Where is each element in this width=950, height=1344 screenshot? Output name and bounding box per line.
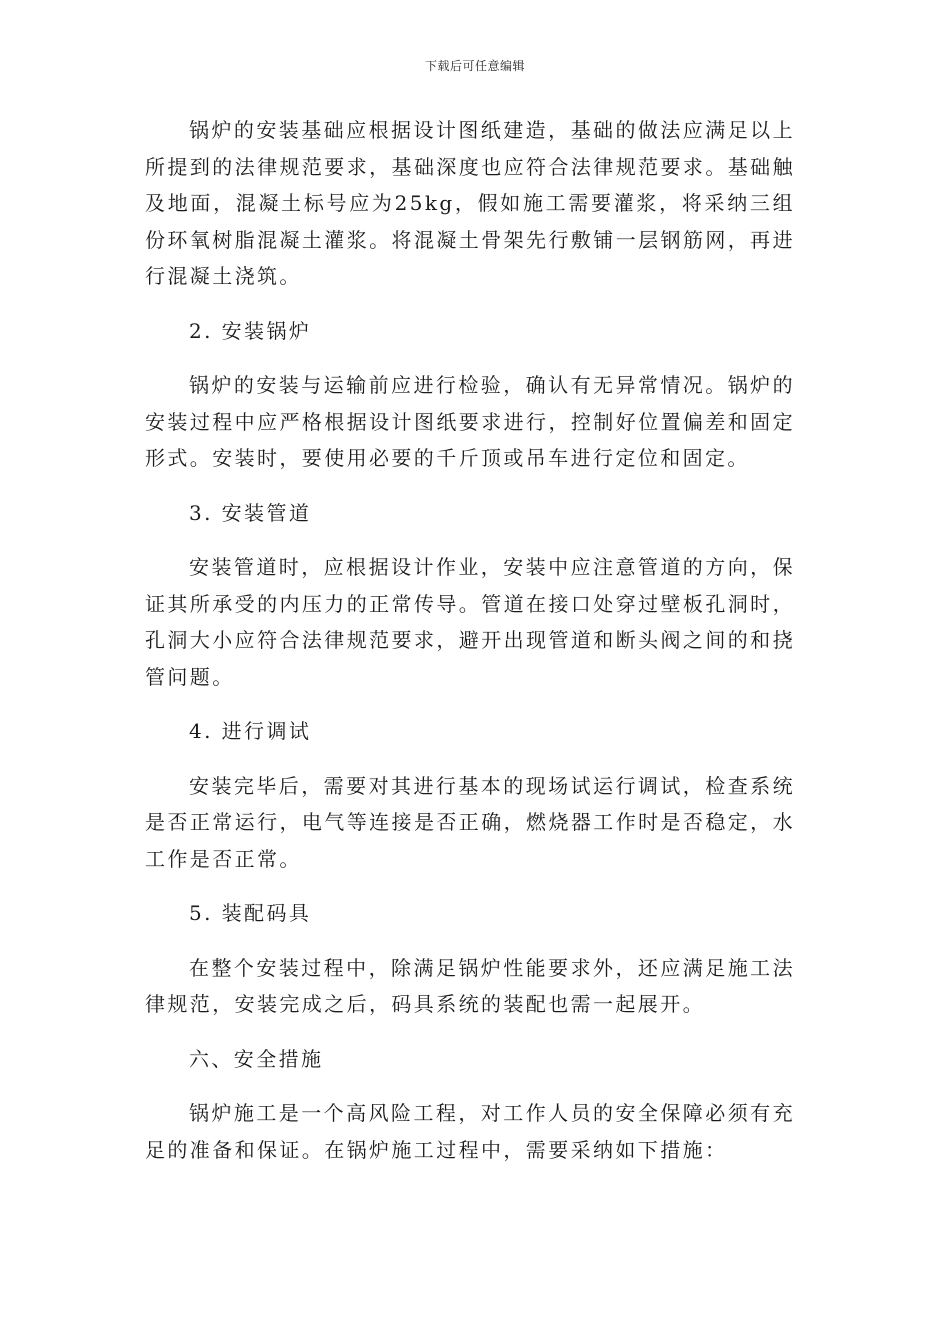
paragraph-safety: 锅炉施工是一个高风险工程，对工作人员的安全保障必须有充足的准备和保证。在锅炉施工过程中，需要采纳如下措施： <box>145 1101 795 1162</box>
heading-commissioning: 4. 进行调试 <box>189 719 312 743</box>
paragraph-commissioning: 安装完毕后，需要对其进行基本的现场试运行调试，检查系统是否正常运行，电气等连接是否正确，燃烧器工作时是否稳定，水工作是否正常。 <box>145 773 795 871</box>
paragraph-install-pipes: 安装管道时，应根据设计作业，安装中应注意管道的方向，保证其所承受的内压力的正常传导。管道在接口处穿过壁板孔洞时，孔洞大小应符合法律规范要求，避开出现管道和断头阀之间的和挠管问题。 <box>145 555 795 689</box>
heading-assembly: 5. 装配码具 <box>189 901 312 925</box>
heading-safety: 六、安全措施 <box>189 1046 324 1071</box>
document-body <box>145 112 795 1168</box>
heading-install-pipes: 3. 安装管道 <box>189 500 312 525</box>
heading-install-boiler: 2. 安装锅炉 <box>189 318 312 343</box>
paragraph-assembly: 在整个安装过程中，除满足锅炉性能要求外，还应满足施工法律规范，安装完成之后，码具系统的装配也需一起展开。 <box>145 955 795 1016</box>
paragraph-install-boiler: 锅炉的安装与运输前应进行检验，确认有无异常情况。锅炉的安装过程中应严格根据设计图纸要求进行，控制好位置偏差和固定形式。安装时，要使用必要的千斤顶或吊车进行定位和固定。 <box>145 373 795 470</box>
paragraph-foundation: 锅炉的安装基础应根据设计图纸建造，基础的做法应满足以上所提到的法律规范要求，基础深度也应符合法律规范要求。基础触及地面，混凝土标号应为25kg，假如施工需要灌浆，将采纳三组份环氧树脂混凝土灌浆。将混凝土骨架先行敷铺一层钢筋网，再进行混凝土浇筑。 <box>145 118 795 288</box>
page-header: 下载后可任意编辑 <box>424 59 525 73</box>
